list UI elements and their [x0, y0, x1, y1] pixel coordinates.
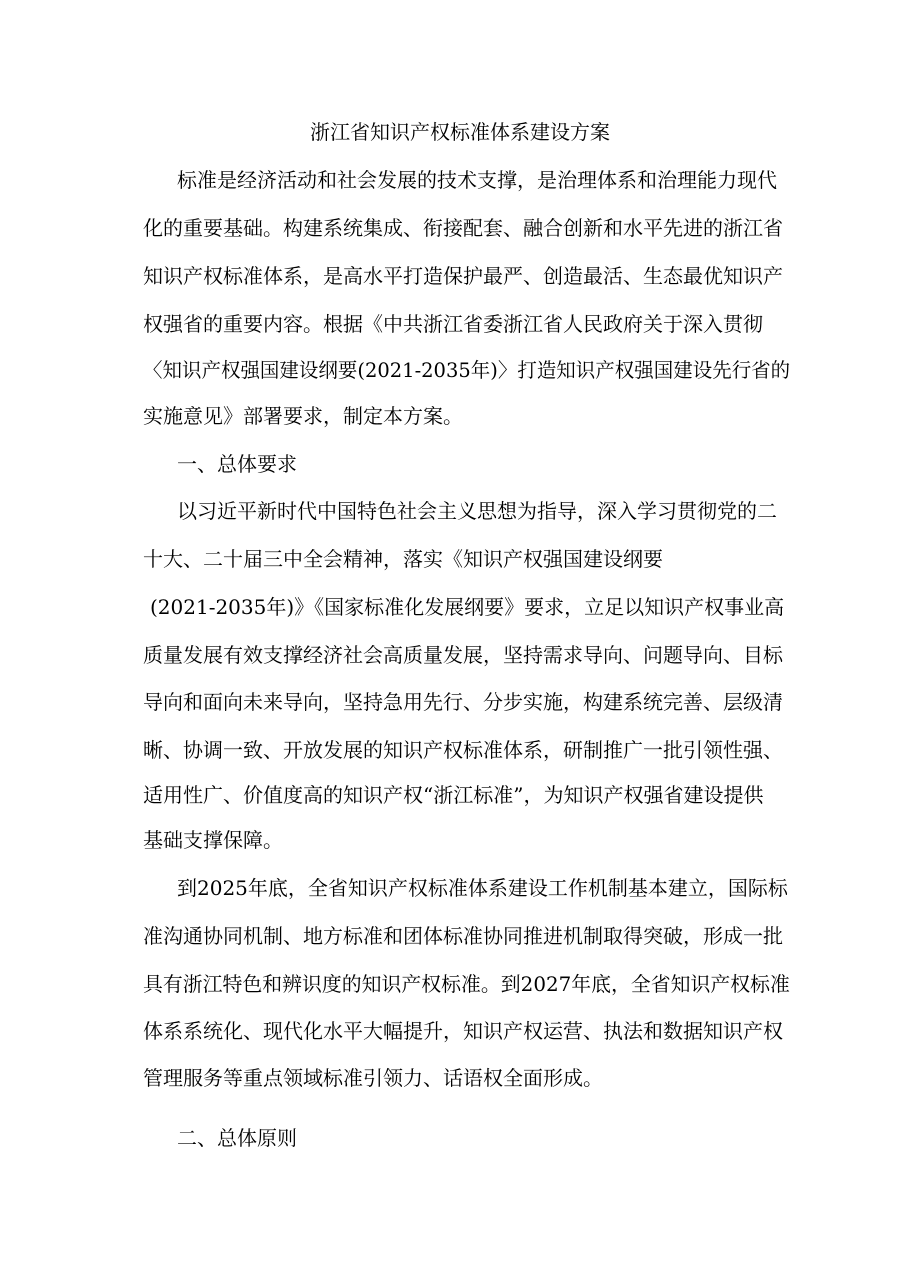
- section-heading-general-principles: 二、总体原则: [177, 1126, 297, 1150]
- paragraph-line: 基础支撑保障。: [143, 828, 283, 852]
- document-title: 浙江省知识产权标准体系建设方案: [310, 120, 610, 144]
- paragraph-line: 体系系统化、现代化水平大幅提升，知识产权运营、执法和数据知识产权: [143, 1019, 783, 1043]
- paragraph-line: 权强省的重要内容。根据《中共浙江省委浙江省人民政府关于深入贯彻: [143, 312, 763, 336]
- paragraph-line: 化的重要基础。构建系统集成、衔接配套、融合创新和水平先进的浙江省: [143, 216, 783, 240]
- paragraph-line: 标准是经济活动和社会发展的技术支撑，是治理体系和治理能力现代: [177, 168, 777, 192]
- paragraph-line: 准沟通协同机制、地方标准和团体标准协同推进机制取得突破，形成一批: [143, 924, 783, 948]
- paragraph-line: 适用性广、价值度高的知识产权“浙江标准”，为知识产权强省建设提供: [143, 783, 764, 807]
- paragraph-line: 知识产权标准体系，是高水平打造保护最严、创造最活、生态最优知识产: [143, 264, 783, 288]
- paragraph-line: 晰、协调一致、开放发展的知识产权标准体系，研制推广一批引领性强、: [143, 738, 783, 762]
- paragraph-line: 以习近平新时代中国特色社会主义思想为指导，深入学习贯彻党的二: [177, 499, 777, 523]
- paragraph-line: 管理服务等重点领域标准引领力、话语权全面形成。: [143, 1066, 603, 1090]
- paragraph-line: 质量发展有效支撑经济社会高质量发展，坚持需求导向、问题导向、目标: [143, 643, 783, 667]
- paragraph-line: 到2025年底，全省知识产权标准体系建设工作机制基本建立，国际标: [177, 876, 788, 900]
- paragraph-line: 〈知识产权强国建设纲要(2021-2035年)〉打造知识产权强国建设先行省的: [143, 358, 791, 382]
- paragraph-line: 导向和面向未来导向，坚持急用先行、分步实施，构建系统完善、层级清: [143, 690, 783, 714]
- paragraph-line: 具有浙江特色和辨识度的知识产权标准。到2027年底，全省知识产权标准: [143, 972, 790, 996]
- section-heading-general-requirements: 一、总体要求: [177, 452, 297, 476]
- paragraph-line: 实施意见》部署要求，制定本方案。: [143, 404, 463, 428]
- paragraph-line: (2021-2035年)》《国家标准化发展纲要》要求，立足以知识产权事业高: [150, 595, 785, 619]
- paragraph-line: 十大、二十届三中全会精神，落实《知识产权强国建设纲要: [143, 547, 663, 571]
